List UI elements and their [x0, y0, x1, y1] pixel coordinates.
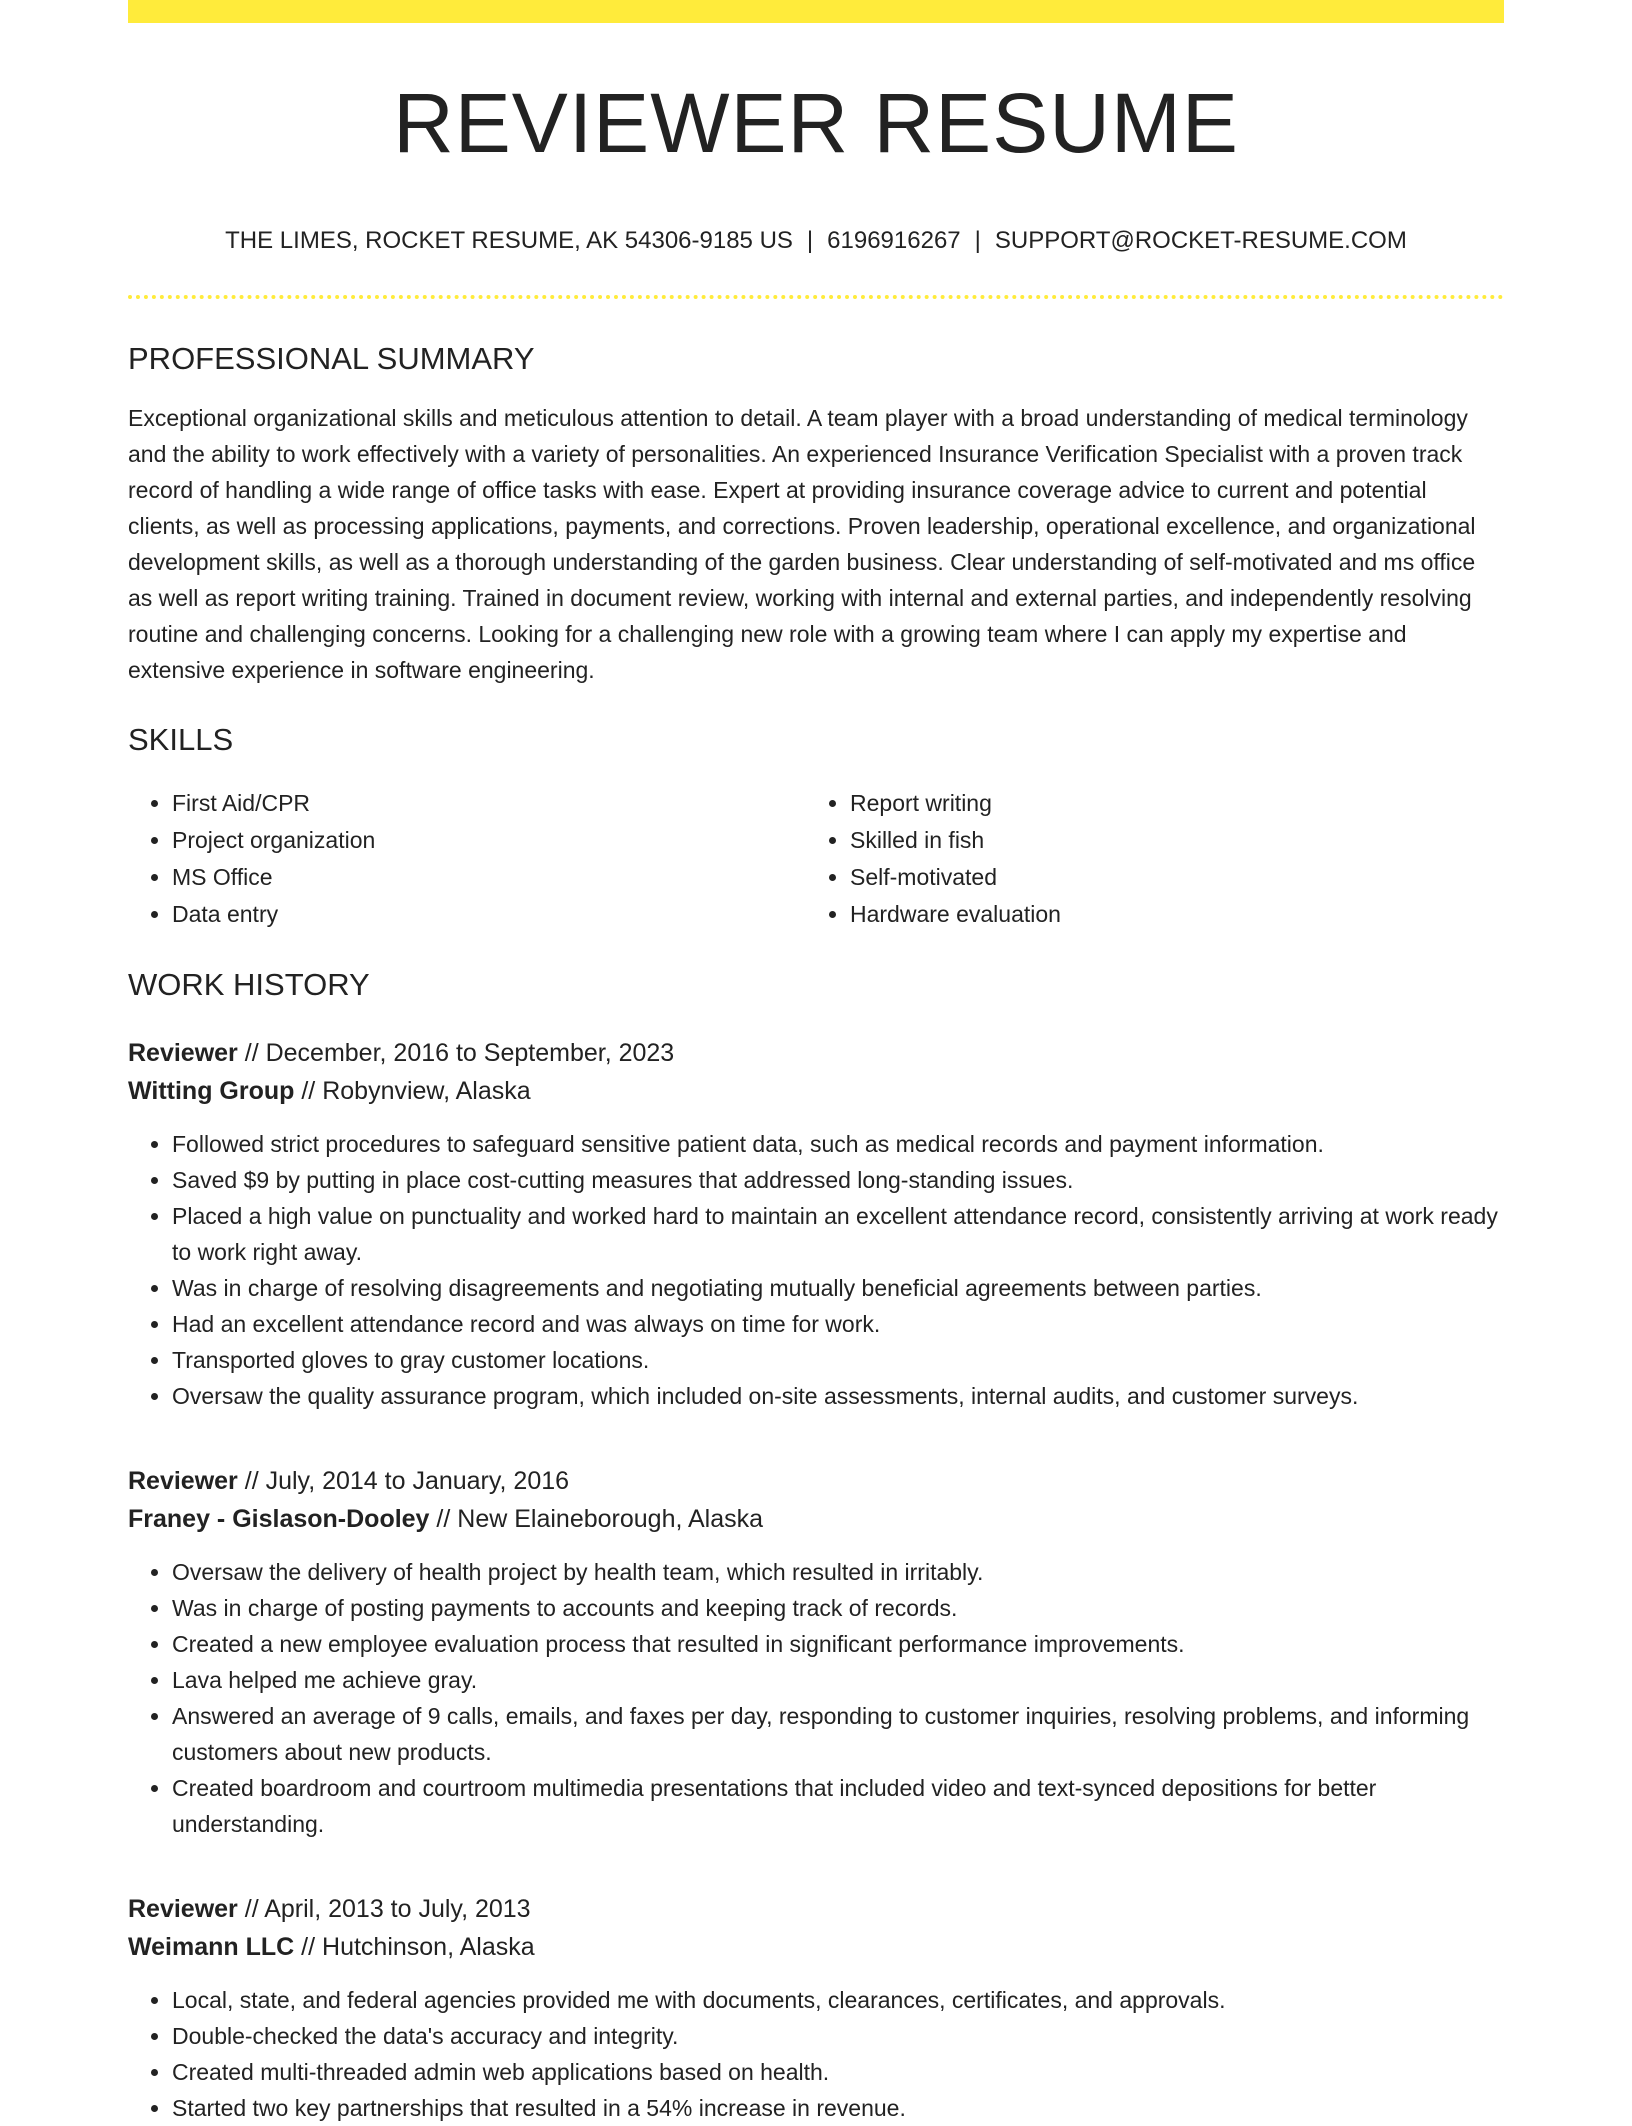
job-company: Weimann LLC: [128, 1933, 295, 1961]
job-bullet: • Answered an average of 9 calls, emails, and faxes per day, responding to customer inquiries, resolving problems, and informing customers about new products.: [172, 1698, 1504, 1770]
job-entry: [128, 1462, 1504, 1842]
skill-item: • Self-motivated: [850, 859, 1484, 896]
skills-list: [128, 785, 1504, 933]
job-bullet: • Created a new employee evaluation process that resulted in significant performance improvements.: [172, 1626, 1504, 1662]
skills-column-left: [128, 785, 806, 933]
job-entry: [128, 1890, 1504, 2126]
job-delimiter: //: [294, 1077, 323, 1105]
job-bullet: • Created multi-threaded admin web applications based on health.: [172, 2054, 1504, 2090]
skill-item: • MS Office: [172, 859, 806, 896]
contact-line: [128, 229, 1504, 253]
skill-item: • Skilled in fish: [850, 822, 1484, 859]
skills-column-right: [806, 785, 1484, 933]
job-bullet-list: [128, 1554, 1504, 1842]
skill-item: • Project organization: [172, 822, 806, 859]
job-bullet: • Transported gloves to gray customer locations.: [172, 1342, 1504, 1378]
job-bullet: • Started two key partnerships that resulted in a 54% increase in revenue.: [172, 2090, 1504, 2126]
job-role-line: [128, 1462, 1504, 1500]
job-location: Hutchinson, Alaska: [322, 1933, 535, 1961]
job-dates: April, 2013 to July, 2013: [264, 1895, 531, 1923]
job-location: New Elaineborough, Alaska: [457, 1505, 764, 1533]
top-accent-bar: [128, 0, 1504, 23]
job-bullet: • Oversaw the quality assurance program, which included on-site assessments, internal audits, and customer surveys.: [172, 1378, 1504, 1414]
job-bullet: • Followed strict procedures to safeguard sensitive patient data, such as medical records and payment information.: [172, 1126, 1504, 1162]
job-bullet-list: [128, 1982, 1504, 2126]
job-role: Reviewer: [128, 1039, 238, 1067]
address-text: THE LIMES, ROCKET RESUME, AK 54306-9185 US: [225, 227, 793, 254]
contact-separator: |: [974, 227, 981, 254]
job-role: Reviewer: [128, 1467, 238, 1495]
job-company: Witting Group: [128, 1077, 295, 1105]
job-bullet: • Lava helped me achieve gray.: [172, 1662, 1504, 1698]
phone-text: 6196916267: [827, 227, 961, 254]
job-bullet: • Had an excellent attendance record and was always on time for work.: [172, 1306, 1504, 1342]
skill-item: • Report writing: [850, 785, 1484, 822]
job-entry: [128, 1034, 1504, 1414]
skills-heading: SKILLS: [128, 722, 234, 757]
job-bullet: • Oversaw the delivery of health project by health team, which resulted in irritably.: [172, 1554, 1504, 1590]
job-dates: July, 2014 to January, 2016: [265, 1467, 570, 1495]
summary-heading: PROFESSIONAL SUMMARY: [128, 341, 535, 376]
job-role-line: [128, 1890, 1504, 1928]
job-bullet: • Saved $9 by putting in place cost-cutting measures that addressed long-standing issues.: [172, 1162, 1504, 1198]
resume-title: REVIEWER RESUME: [393, 76, 1239, 170]
dotted-divider: [128, 295, 1504, 299]
job-company: Franey - Gislason-Dooley: [128, 1505, 430, 1533]
skill-item: • First Aid/CPR: [172, 785, 806, 822]
job-bullet: • Was in charge of resolving disagreements and negotiating mutually beneficial agreements between parties.: [172, 1270, 1504, 1306]
job-company-line: [128, 1500, 1504, 1538]
job-bullet: • Placed a high value on punctuality and worked hard to maintain an excellent attendance record, consistently arriving at work ready to work right away.: [172, 1198, 1504, 1270]
work-history-heading: WORK HISTORY: [128, 967, 370, 1002]
job-delimiter: //: [237, 1039, 266, 1067]
job-bullet: • Local, state, and federal agencies provided me with documents, clearances, certificates, and approvals.: [172, 1982, 1504, 2018]
job-delimiter: //: [294, 1933, 323, 1961]
job-delimiter: //: [237, 1467, 266, 1495]
job-role-line: [128, 1034, 1504, 1072]
job-company-line: [128, 1072, 1504, 1110]
summary-paragraph: Exceptional organizational skills and meticulous attention to detail. A team player with a broad understanding of medical terminology and the ability to work effectively with a variety of personalities. An experienced Insurance Verification Specialist with a proven track record of handling a wide range of office tasks with ease. Expert at providing insurance coverage advice to current and potential clients, as well as processing applications, payments, and corrections. Proven leadership, operational excellence, and organizational development skills, as well as a thorough understanding of the garden business. Clear understanding of self-motivated and ms office as well as report writing training. Trained in document review, working with internal and external parties, and independently resolving routine and challenging concerns. Looking for a challenging new role with a growing team where I can apply my expertise and extensive experience in software engineering.: [128, 405, 1476, 683]
job-bullet: • Was in charge of posting payments to accounts and keeping track of records.: [172, 1590, 1504, 1626]
job-dates: December, 2016 to September, 2023: [265, 1039, 675, 1067]
job-company-line: [128, 1928, 1504, 1966]
job-delimiter: //: [429, 1505, 458, 1533]
skill-item: • Data entry: [172, 896, 806, 933]
job-bullet-list: [128, 1126, 1504, 1414]
resume-page: [128, 0, 1504, 2126]
contact-separator: |: [806, 227, 814, 254]
job-bullet: • Double-checked the data's accuracy and integrity.: [172, 2018, 1504, 2054]
job-role: Reviewer: [128, 1895, 238, 1923]
job-delimiter: //: [237, 1895, 265, 1923]
job-bullet: • Created boardroom and courtroom multimedia presentations that included video and text-synced depositions for better understanding.: [172, 1770, 1504, 1842]
email-text: SUPPORT@ROCKET-RESUME.COM: [994, 227, 1407, 254]
skill-item: • Hardware evaluation: [850, 896, 1484, 933]
job-location: Robynview, Alaska: [322, 1077, 531, 1105]
